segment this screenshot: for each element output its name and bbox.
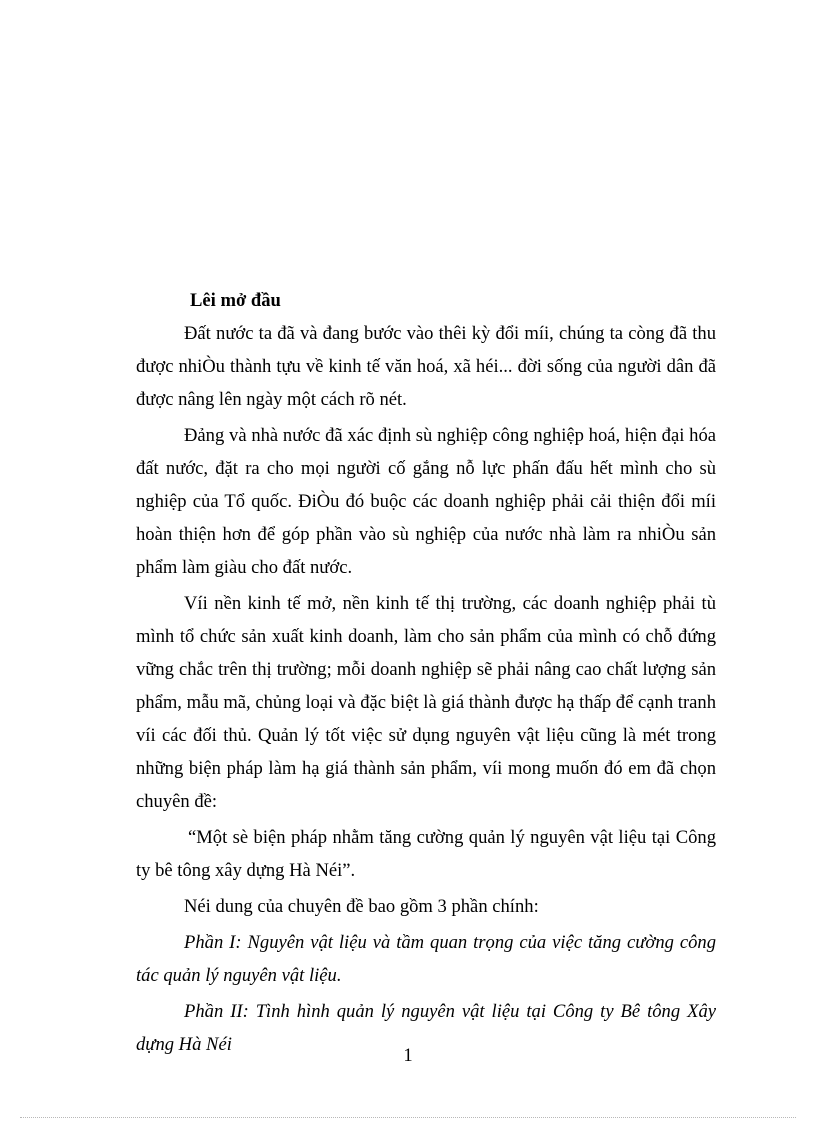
paragraph-part-two: Phần II: Tình hình quản lý nguyên vật liệu tại Công ty Bê tông Xây dựng Hà Néi <box>136 1001 716 1055</box>
section-heading: Lêi mở đầu <box>190 290 281 311</box>
paragraph-part-one: Phần I: Nguyên vật liệu và tầm quan trọng của việc tăng cường công tác quản lý nguyên vật liệu. <box>136 932 716 986</box>
page-body <box>136 284 716 1061</box>
paragraph-intro: Đất nước ta đã và đang bước vào thêi kỳ đổi míi, chúng ta còng đã thu được nhiÒu thành tựu về kinh tế văn hoá, xã héi... đời sống của người dân đã được nâng lên ngày một cách rõ nét. <box>136 323 716 410</box>
page-number: 1 <box>403 1045 413 1066</box>
paragraph-structure: Néi dung của chuyên đề bao gồm 3 phần chính: <box>184 896 539 917</box>
paragraph-topic-title: “Một sè biện pháp nhằm tăng cường quản lý nguyên vật liệu tại Công ty bê tông xây dựng Hà Néi”. <box>136 827 716 881</box>
paragraph-market-economy: Víi nền kinh tế mở, nền kinh tế thị trường, các doanh nghiệp phải tù mình tổ chức sản xuất kinh doanh, làm cho sản phẩm của mình có chỗ đứng vững chắc trên thị trường; mỗi doanh nghiệp sẽ phải nâng cao chất lượng sản phẩm, mẫu mã, chủng loại và đặc biệt là giá thành được hạ thấp để cạnh tranh víi các đối thủ. Quản lý tốt việc sử dụng nguyên vật liệu cũng là mét trong những biện pháp làm hạ giá thành sản phẩm, víi mong muốn đó em đã chọn chuyên đề: <box>136 593 716 812</box>
paragraph-party-policy: Đảng và nhà nước đã xác định sù nghiệp công nghiệp hoá, hiện đại hóa đất nước, đặt ra cho mọi người cố gắng nỗ lực phấn đấu hết mình cho sù nghiệp của Tổ quốc. ĐiÒu đó buộc các doanh nghiệp phải cải thiện đổi míi hoàn thiện hơn để góp phần vào sù nghiệp của nước nhà làm ra nhiÒu sản phẩm làm giàu cho đất nước. <box>136 425 716 578</box>
page-bottom-divider <box>20 1117 796 1118</box>
